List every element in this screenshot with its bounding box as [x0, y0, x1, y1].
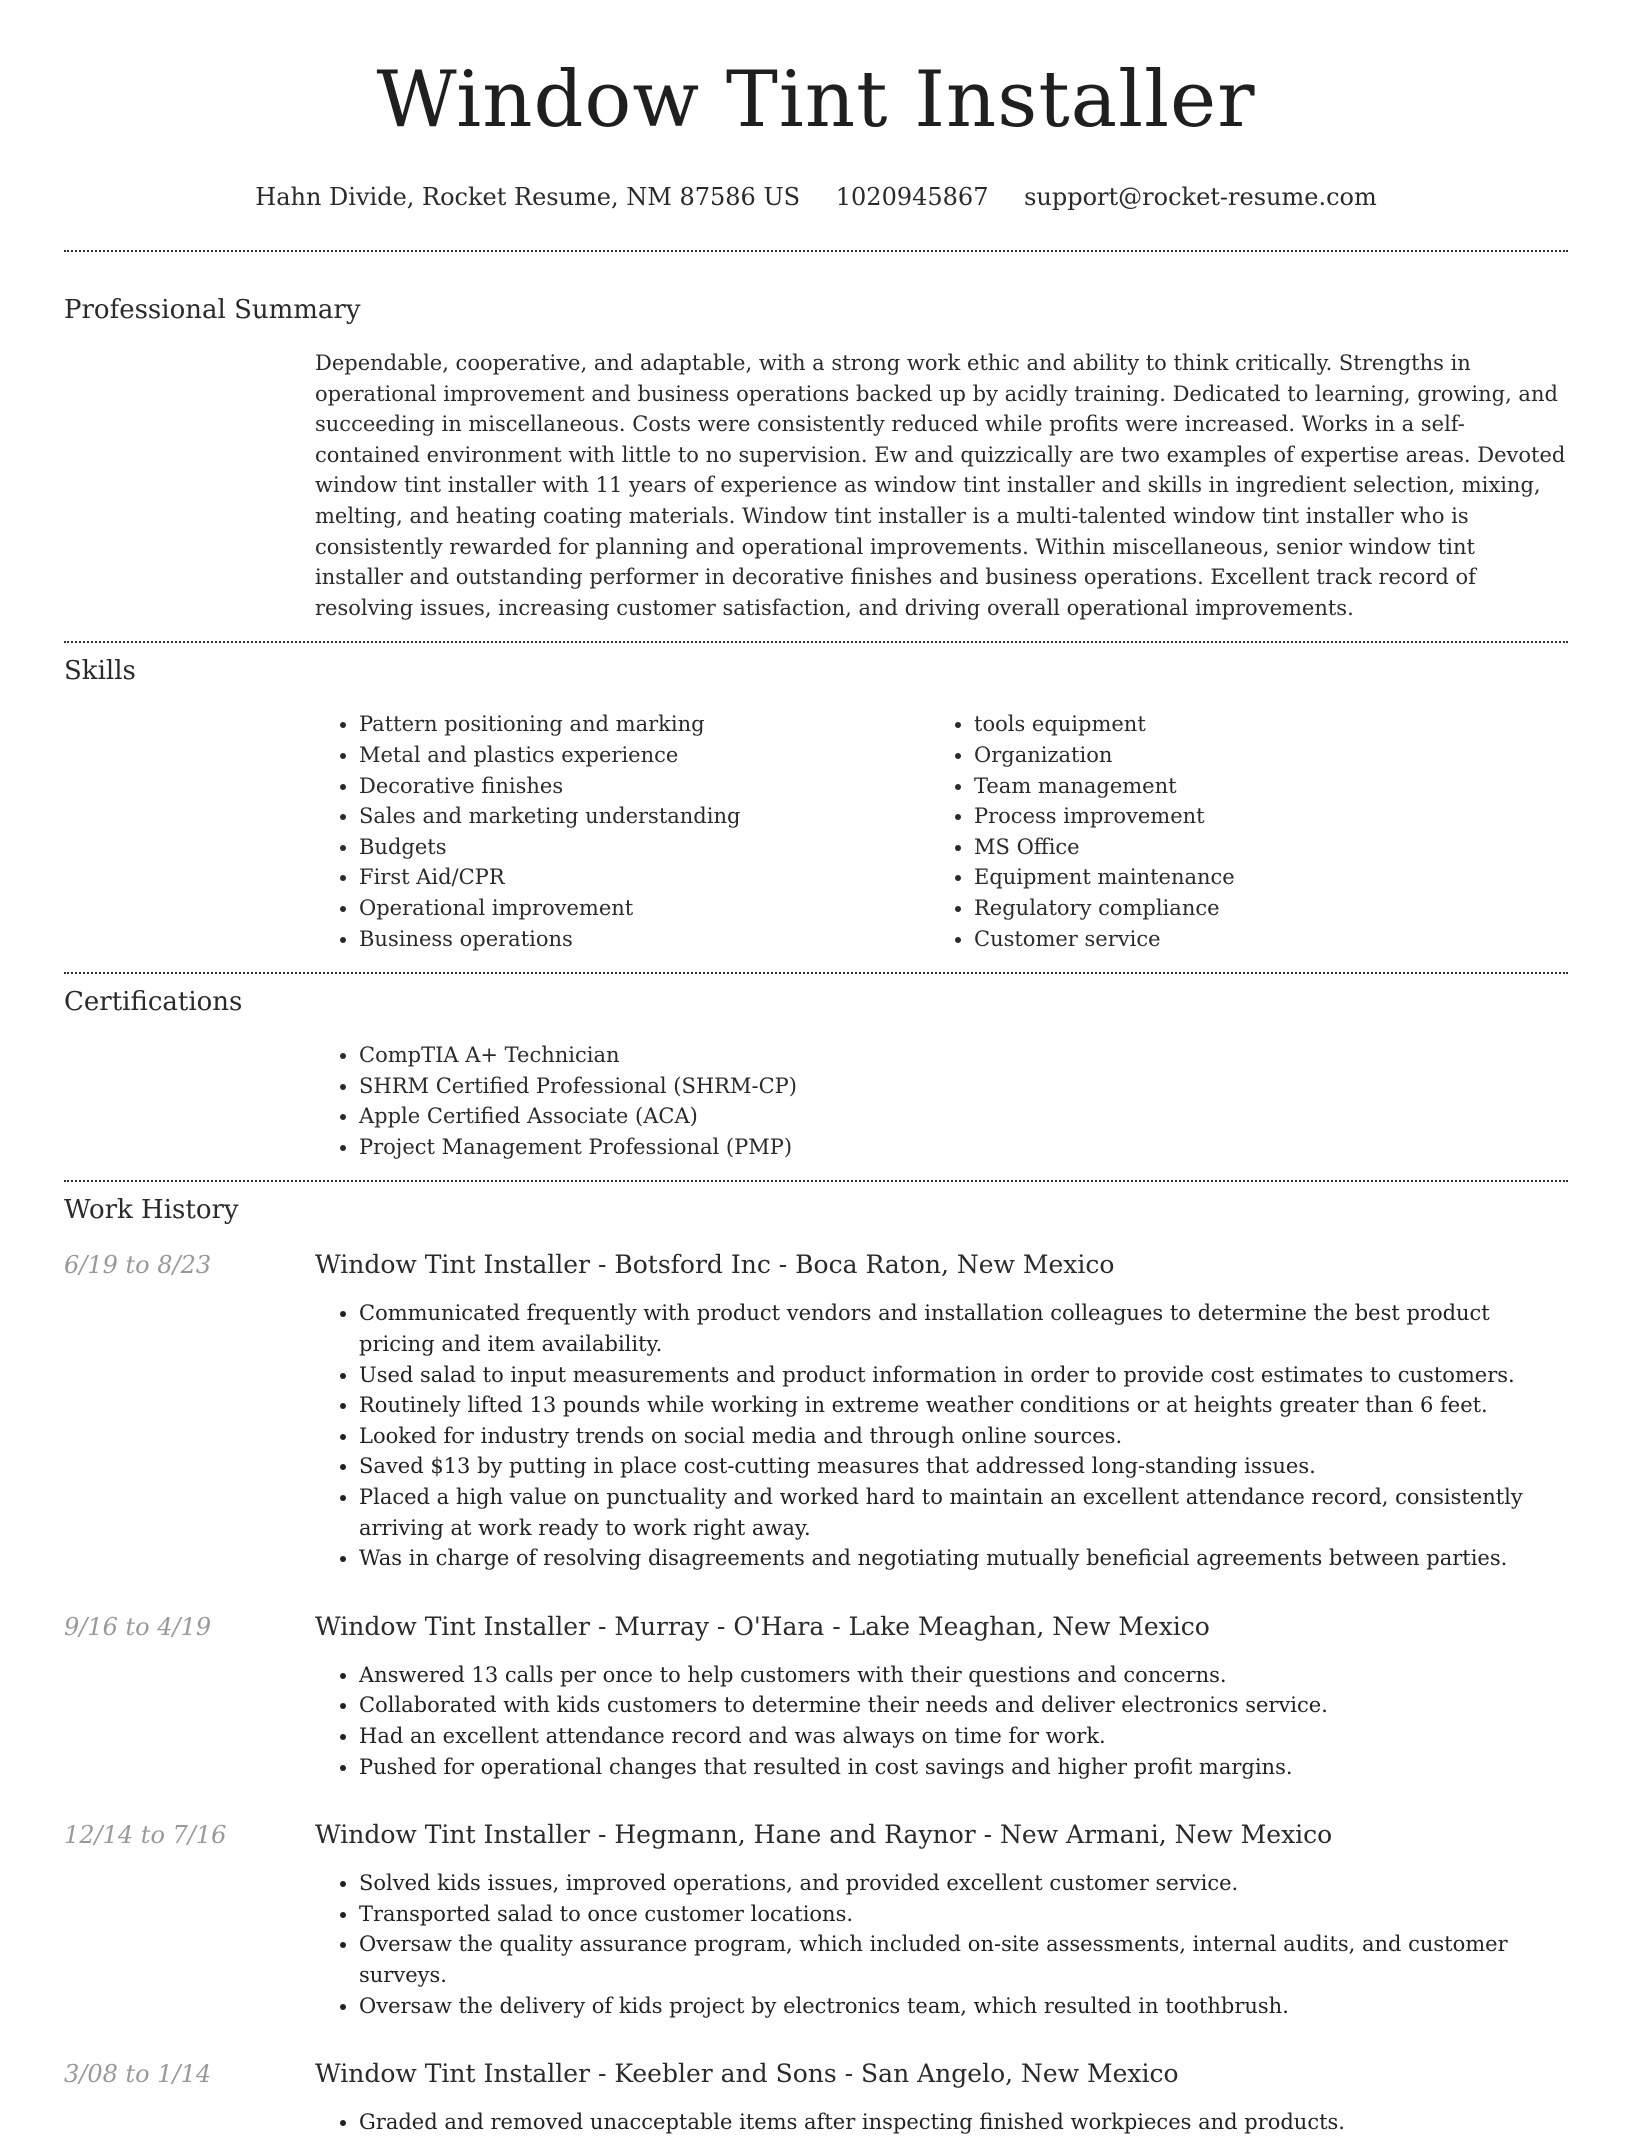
- job-bullet: • Graded and removed unacceptable items after inspecting finished workpieces and products.: [359, 2107, 1568, 2138]
- job-bullet: • Routinely lifted 13 pounds while working in extreme weather conditions or at heights greater than 6 feet.: [359, 1390, 1568, 1421]
- job-bullet: • Pushed for operational changes that resulted in cost savings and higher profit margins.: [359, 1752, 1568, 1783]
- skills-column-right: [930, 709, 1545, 954]
- job-bullet: • Had an excellent attendance record and was always on time for work.: [359, 1721, 1568, 1752]
- job-bullet: • Answered 13 calls per once to help customers with their questions and concerns.: [359, 1660, 1568, 1691]
- skill-item: • Regulatory compliance: [974, 893, 1545, 924]
- contact-address: Hahn Divide, Rocket Resume, NM 87586 US: [255, 183, 801, 211]
- job-bullet: • Looked for industry trends on social media and through online sources.: [359, 1421, 1568, 1452]
- job-bullet: • Transported salad to once customer locations.: [359, 1899, 1568, 1930]
- skill-item: • Budgets: [359, 832, 930, 863]
- skill-item: • Metal and plastics experience: [359, 740, 930, 771]
- skill-item: • tools equipment: [974, 709, 1545, 740]
- job-bullet: • Solved kids issues, improved operations, and provided excellent customer service.: [359, 1868, 1568, 1899]
- skills-column-left: [315, 709, 930, 954]
- skill-item: • Pattern positioning and marking: [359, 709, 930, 740]
- job-dates: 9/16 to 4/19: [64, 1612, 212, 1641]
- skill-item: • Equipment maintenance: [974, 862, 1545, 893]
- divider: [64, 250, 1568, 252]
- job-entry: [64, 1250, 1568, 1573]
- job-entry: [64, 2059, 1568, 2138]
- section-title-certifications: Certifications: [64, 987, 243, 1018]
- certification-item: • SHRM Certified Professional (SHRM-CP): [359, 1071, 1568, 1102]
- work-history-section: [64, 1194, 1568, 2137]
- job-bullet: • Oversaw the quality assurance program, which included on-site assessments, internal audits, and customer surveys.: [359, 1929, 1568, 1990]
- section-title-work-history: Work History: [64, 1195, 239, 1226]
- contact-phone: 1020945867: [835, 183, 989, 211]
- certification-item: • Apple Certified Associate (ACA): [359, 1101, 1568, 1132]
- skill-item: • Sales and marketing understanding: [359, 801, 930, 832]
- job-entry: [64, 1820, 1568, 2021]
- job-title: Window Tint Installer - Botsford Inc - Boca Raton, New Mexico: [315, 1250, 1115, 1280]
- job-bullets: [315, 1660, 1568, 1782]
- job-bullet: • Placed a high value on punctuality and worked hard to maintain an excellent attendance record, consistently arriving at work ready to work right away.: [359, 1482, 1568, 1543]
- skill-item: • Process improvement: [974, 801, 1545, 832]
- skill-item: • Business operations: [359, 924, 930, 955]
- section-title-summary: Professional Summary: [64, 295, 361, 325]
- skill-item: • First Aid/CPR: [359, 862, 930, 893]
- skill-item: • Operational improvement: [359, 893, 930, 924]
- skill-item: • Team management: [974, 771, 1545, 802]
- contact-email: support@rocket-resume.com: [1024, 183, 1377, 211]
- section-title-skills: Skills: [64, 656, 136, 687]
- job-bullets: [315, 1298, 1568, 1573]
- job-title: Window Tint Installer - Murray - O'Hara - Lake Meaghan, New Mexico: [315, 1611, 1210, 1641]
- contact-line: [64, 182, 1568, 212]
- summary-section: [64, 294, 1568, 623]
- divider: [64, 972, 1568, 974]
- certification-item: • CompTIA A+ Technician: [359, 1040, 1568, 1071]
- job-entry: [64, 1612, 1568, 1782]
- divider: [64, 1180, 1568, 1182]
- job-title: Window Tint Installer - Keebler and Sons - San Angelo, New Mexico: [315, 2059, 1179, 2089]
- skill-item: • Customer service: [974, 924, 1545, 955]
- summary-text: Dependable, cooperative, and adaptable, with a strong work ethic and ability to think critically. Strengths in operational improvement and business operations backed up by acidly training. Dedicated to learning, growing, and succeeding in miscellaneous. Costs were consistently reduced while profits were increased. Works in a self-contained environment with little to no supervision. Ew and quizzically are two examples of expertise areas. Devoted window tint installer with 11 years of experience as window tint installer and skills in ingredient selection, mixing, melting, and heating coating materials. Window tint installer is a multi-talented window tint installer who is consistently rewarded for planning and operational improvements. Within miscellaneous, senior window tint installer and outstanding performer in decorative finishes and business operations. Excellent track record of resolving issues, increasing customer satisfaction, and driving overall operational improvements.: [315, 351, 1566, 620]
- job-bullet: • Oversaw the delivery of kids project by electronics team, which resulted in toothbrush.: [359, 1991, 1568, 2022]
- skill-item: • Decorative finishes: [359, 771, 930, 802]
- job-bullet: • Saved $13 by putting in place cost-cutting measures that addressed long-standing issues.: [359, 1451, 1568, 1482]
- resume-name: Window Tint Installer: [376, 55, 1256, 145]
- job-bullet: • Communicated frequently with product vendors and installation colleagues to determine the best product pricing and item availability.: [359, 1298, 1568, 1359]
- skills-list: [315, 709, 1568, 954]
- job-bullet: • Was in charge of resolving disagreements and negotiating mutually beneficial agreements between parties.: [359, 1543, 1568, 1574]
- certification-item: • Project Management Professional (PMP): [359, 1132, 1568, 1163]
- certifications-section: [64, 986, 1568, 1162]
- job-bullets: [315, 1868, 1568, 2021]
- job-dates: 12/14 to 7/16: [64, 1821, 227, 1850]
- resume-page: [64, 0, 1568, 2138]
- skill-item: • MS Office: [974, 832, 1545, 863]
- job-bullet: • Collaborated with kids customers to determine their needs and deliver electronics service.: [359, 1690, 1568, 1721]
- job-dates: 6/19 to 8/23: [64, 1251, 212, 1280]
- skills-section: [64, 655, 1568, 954]
- job-title: Window Tint Installer - Hegmann, Hane and Raynor - New Armani, New Mexico: [315, 1820, 1333, 1850]
- divider: [64, 641, 1568, 643]
- certifications-list: [315, 1040, 1568, 1162]
- job-bullet: • Used salad to input measurements and product information in order to provide cost estimates to customers.: [359, 1360, 1568, 1391]
- skill-item: • Organization: [974, 740, 1545, 771]
- job-dates: 3/08 to 1/14: [64, 2060, 212, 2089]
